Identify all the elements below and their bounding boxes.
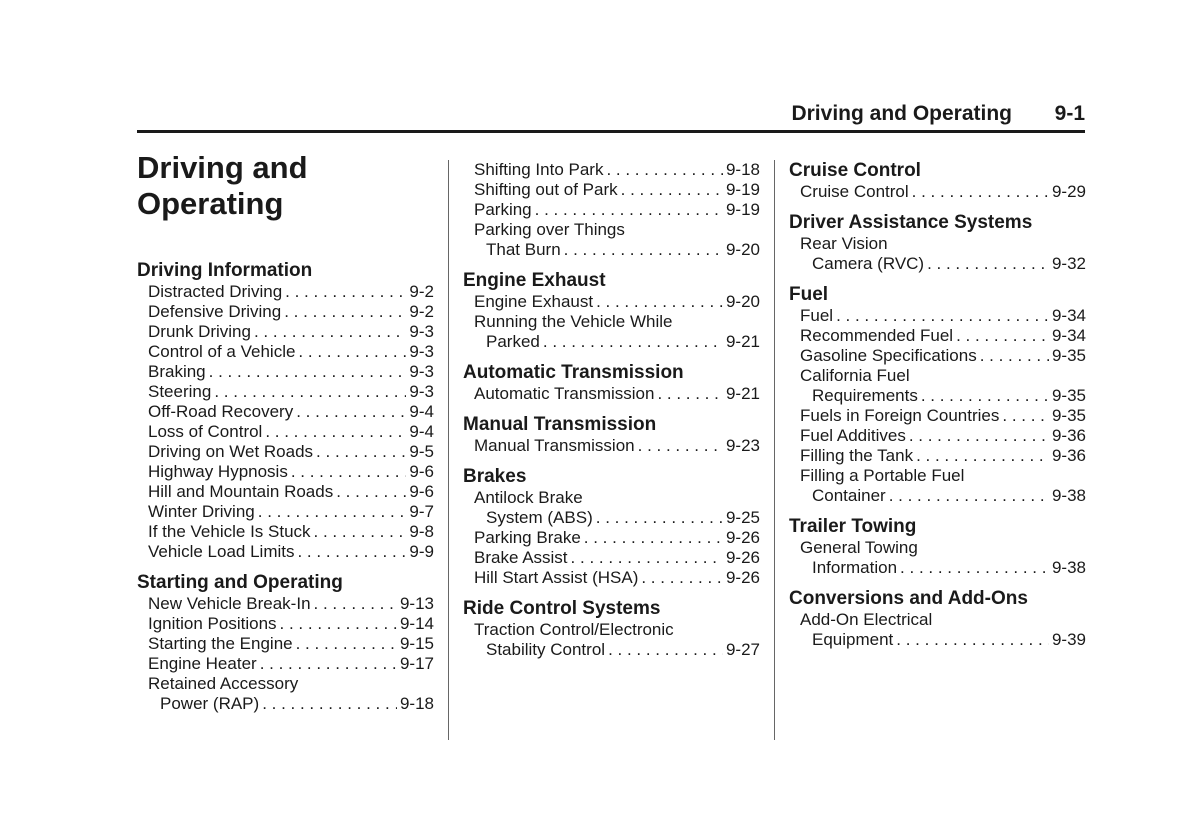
toc-entry-label: Distracted Driving	[148, 282, 283, 301]
dot-leader	[284, 302, 406, 322]
toc-entry-page: 9-2	[409, 302, 434, 321]
toc-entry[interactable]	[789, 446, 1086, 466]
toc-entry-label: Camera (RVC)	[812, 254, 925, 273]
toc-entry-page: 9-32	[1051, 254, 1086, 273]
section-heading[interactable]: Engine Exhaust	[463, 270, 606, 291]
toc-entry[interactable]	[137, 594, 434, 614]
toc-entry[interactable]	[137, 402, 434, 422]
section-heading[interactable]: Driver Assistance Systems	[789, 212, 1033, 233]
dot-leader	[564, 240, 723, 260]
toc-entry-page: 9-3	[409, 362, 434, 381]
dot-leader	[912, 182, 1049, 202]
toc-entry[interactable]	[789, 426, 1086, 446]
toc-entry-page: 9-4	[409, 422, 434, 441]
toc-entry-label: Traction Control/Electronic	[474, 620, 674, 639]
toc-entry-label: Fuel	[800, 306, 834, 325]
section-heading[interactable]: Cruise Control	[789, 160, 921, 181]
section-heading[interactable]: Automatic Transmission	[463, 362, 684, 383]
toc-entry-page: 9-26	[725, 568, 760, 587]
toc-section-starting-and-operating	[137, 572, 434, 714]
toc-entry-label: Vehicle Load Limits	[148, 542, 295, 561]
toc-entry-label: Parking over Things	[474, 220, 625, 239]
toc-entry-page: 9-17	[399, 654, 434, 673]
toc-entry[interactable]	[463, 568, 760, 588]
dot-leader	[291, 462, 407, 482]
toc-entry-page: 9-6	[409, 482, 434, 501]
toc-entry-label: Filling the Tank	[800, 446, 914, 465]
toc-entry-page: 9-21	[725, 384, 760, 403]
toc-entry[interactable]	[789, 630, 1086, 650]
dot-leader	[535, 200, 723, 220]
dot-leader	[262, 694, 397, 714]
dot-leader	[258, 502, 407, 522]
toc-entry[interactable]	[137, 502, 434, 522]
toc-section-engine-exhaust	[463, 270, 760, 352]
dot-leader	[314, 522, 407, 542]
chapter-title	[137, 150, 434, 222]
toc-entry-page: 9-38	[1051, 558, 1086, 577]
section-heading[interactable]: Fuel	[789, 284, 829, 305]
toc-entry-page: 9-20	[725, 292, 760, 311]
dot-leader	[956, 326, 1049, 346]
section-heading[interactable]: Ride Control Systems	[463, 598, 661, 619]
dot-leader	[657, 384, 723, 404]
toc-entry-page: 9-34	[1051, 326, 1086, 345]
toc-entry-label: Defensive Driving	[148, 302, 282, 321]
dot-leader	[265, 422, 406, 442]
toc-entry-label: Engine Heater	[148, 654, 257, 673]
toc-section-automatic-transmission	[463, 362, 760, 404]
toc-entry[interactable]	[789, 254, 1086, 274]
toc-entry-page: 9-2	[409, 282, 434, 301]
toc-entry-page: 9-25	[725, 508, 760, 527]
toc-entry-page: 9-18	[725, 160, 760, 179]
toc-entry-label: Drunk Driving	[148, 322, 251, 341]
dot-leader	[571, 548, 723, 568]
toc-entry-label: Recommended Fuel	[800, 326, 954, 345]
toc-entry-page: 9-3	[409, 322, 434, 341]
toc-entry[interactable]	[463, 312, 760, 332]
toc-entry-page: 9-3	[409, 382, 434, 401]
toc-entry-label: Hill and Mountain Roads	[148, 482, 334, 501]
toc-entry[interactable]	[789, 366, 1086, 386]
toc-entry[interactable]	[137, 542, 434, 562]
toc-entry[interactable]	[463, 292, 760, 312]
toc-entry-label: Fuels in Foreign Countries	[800, 406, 1000, 425]
toc-entry-label: That Burn	[486, 240, 561, 259]
toc-entry-label: Shifting Into Park	[474, 160, 604, 179]
toc-entry-label: Antilock Brake	[474, 488, 583, 507]
toc-entry-page: 9-19	[725, 180, 760, 199]
chapter-title-line: Operating	[137, 186, 284, 221]
toc-entry[interactable]	[789, 182, 1086, 202]
dot-leader	[889, 486, 1049, 506]
dot-leader	[584, 528, 723, 548]
section-heading[interactable]: Starting and Operating	[137, 572, 343, 593]
dot-leader	[314, 594, 397, 614]
toc-section-driver-assistance-systems	[789, 212, 1086, 274]
toc-entry-page: 9-38	[1051, 486, 1086, 505]
toc-entry-page: 9-27	[725, 640, 760, 659]
toc-entry-page: 9-13	[399, 594, 434, 613]
toc-entry-page: 9-35	[1051, 406, 1086, 425]
dot-leader	[621, 180, 723, 200]
toc-entry[interactable]	[463, 640, 760, 660]
toc-entry-label: Retained Accessory	[148, 674, 299, 693]
toc-entry-page: 9-35	[1051, 386, 1086, 405]
toc-entry-label: Engine Exhaust	[474, 292, 594, 311]
toc-entry-label: Shifting out of Park	[474, 180, 618, 199]
running-header-title: Driving and Operating	[791, 102, 1012, 125]
running-header	[137, 100, 1085, 133]
dot-leader	[296, 634, 397, 654]
toc-entry-page: 9-7	[409, 502, 434, 521]
dot-leader	[608, 640, 723, 660]
toc-entry-page: 9-20	[725, 240, 760, 259]
toc-section-continued	[463, 160, 760, 260]
toc-entry-page: 9-39	[1051, 630, 1086, 649]
toc-entry-page: 9-8	[409, 522, 434, 541]
toc-entry-label: Loss of Control	[148, 422, 263, 441]
toc-entry[interactable]	[463, 508, 760, 528]
toc-entry-label: Filling a Portable Fuel	[800, 466, 965, 485]
toc-entry[interactable]	[463, 548, 760, 568]
toc-entry[interactable]	[137, 522, 434, 542]
toc-entry[interactable]	[463, 180, 760, 200]
toc-entry[interactable]	[789, 486, 1086, 506]
toc-entry[interactable]	[137, 614, 434, 634]
section-heading[interactable]: Trailer Towing	[789, 516, 917, 537]
section-heading[interactable]: Brakes	[463, 466, 527, 487]
toc-entry[interactable]	[463, 220, 760, 240]
toc-column-2	[463, 160, 760, 670]
toc-entry[interactable]	[137, 322, 434, 342]
toc-entry[interactable]	[137, 634, 434, 654]
dot-leader	[916, 446, 1049, 466]
toc-entry-label: New Vehicle Break-In	[148, 594, 311, 613]
toc-entry-page: 9-4	[409, 402, 434, 421]
toc-entry-page: 9-6	[409, 462, 434, 481]
toc-entry[interactable]	[137, 382, 434, 402]
toc-entry[interactable]	[137, 482, 434, 502]
toc-entry-label: Braking	[148, 362, 206, 381]
toc-entry-label: Hill Start Assist (HSA)	[474, 568, 639, 587]
toc-entry-page: 9-26	[725, 528, 760, 547]
toc-entry-page: 9-21	[725, 332, 760, 351]
toc-entry[interactable]	[789, 538, 1086, 558]
dot-leader	[836, 306, 1049, 326]
toc-entry-label: General Towing	[800, 538, 918, 557]
toc-entry[interactable]	[789, 326, 1086, 346]
toc-section-trailer-towing	[789, 516, 1086, 578]
toc-entry-label: Steering	[148, 382, 212, 401]
toc-section-driving-information	[137, 260, 434, 562]
toc-entry[interactable]	[137, 342, 434, 362]
toc-entry-label: Manual Transmission	[474, 436, 635, 455]
toc-entry-label: Cruise Control	[800, 182, 909, 201]
toc-entry-page: 9-35	[1051, 346, 1086, 365]
toc-column-3	[789, 160, 1086, 660]
dot-leader	[285, 282, 406, 302]
toc-entry-label: California Fuel	[800, 366, 910, 385]
dot-leader	[543, 332, 723, 352]
toc-entry[interactable]	[789, 346, 1086, 366]
dot-leader	[896, 630, 1049, 650]
toc-entry-label: Stability Control	[486, 640, 606, 659]
toc-entry[interactable]	[463, 528, 760, 548]
toc-entry-label: Requirements	[812, 386, 918, 405]
toc-entry-label: Starting the Engine	[148, 634, 293, 653]
dot-leader	[296, 402, 406, 422]
section-heading[interactable]: Manual Transmission	[463, 414, 657, 435]
toc-entry[interactable]	[463, 200, 760, 220]
toc-section-brakes	[463, 466, 760, 588]
dot-leader	[254, 322, 406, 342]
toc-entry-page: 9-23	[725, 436, 760, 455]
toc-entry[interactable]	[789, 234, 1086, 254]
dot-leader	[909, 426, 1049, 446]
toc-entry[interactable]	[463, 488, 760, 508]
toc-entry-label: Gasoline Specifications	[800, 346, 977, 365]
page-number: 9-1	[1054, 102, 1085, 125]
toc-entry-label: Parked	[486, 332, 540, 351]
toc-entry-page: 9-34	[1051, 306, 1086, 325]
chapter-title-line: Driving and	[137, 150, 308, 185]
toc-entry-label: Container	[812, 486, 886, 505]
toc-section-manual-transmission	[463, 414, 760, 456]
dot-leader	[900, 558, 1049, 578]
toc-entry-label: Information	[812, 558, 898, 577]
toc-entry-page: 9-5	[409, 442, 434, 461]
toc-entry-label: Power (RAP)	[160, 694, 260, 713]
toc-entry-page: 9-29	[1051, 182, 1086, 201]
toc-entry-label: Rear Vision	[800, 234, 888, 253]
dot-leader	[1002, 406, 1049, 426]
toc-entry-page: 9-19	[725, 200, 760, 219]
toc-entry-page: 9-15	[399, 634, 434, 653]
toc-entry[interactable]	[463, 160, 760, 180]
toc-entry-label: Fuel Additives	[800, 426, 906, 445]
toc-entry-page: 9-26	[725, 548, 760, 567]
toc-entry[interactable]	[463, 240, 760, 260]
toc-entry[interactable]	[789, 406, 1086, 426]
toc-sections	[789, 160, 1086, 650]
toc-entry[interactable]	[789, 558, 1086, 578]
toc-entry-label: Add-On Electrical	[800, 610, 933, 629]
toc-entry-label: Off-Road Recovery	[148, 402, 294, 421]
section-heading[interactable]: Conversions and Add-Ons	[789, 588, 1028, 609]
dot-leader	[297, 542, 406, 562]
toc-entry-label: Running the Vehicle While	[474, 312, 673, 331]
toc-entry[interactable]	[137, 674, 434, 694]
toc-entry[interactable]	[137, 302, 434, 322]
dot-leader	[638, 436, 723, 456]
toc-entry-label: Parking	[474, 200, 532, 219]
toc-entry[interactable]	[137, 442, 434, 462]
toc-entry-label: System (ABS)	[486, 508, 593, 527]
toc-entry[interactable]	[137, 654, 434, 674]
dot-leader	[927, 254, 1049, 274]
dot-leader	[260, 654, 397, 674]
toc-entry-page: 9-3	[409, 342, 434, 361]
toc-section-fuel	[789, 284, 1086, 506]
toc-entry-label: Equipment	[812, 630, 894, 649]
toc-entry[interactable]	[789, 610, 1086, 630]
toc-entry[interactable]	[789, 306, 1086, 326]
toc-entry-label: Control of a Vehicle	[148, 342, 296, 361]
dot-leader	[214, 382, 406, 402]
dot-leader	[596, 508, 723, 528]
toc-sections	[137, 260, 434, 714]
toc-entry[interactable]	[137, 694, 434, 714]
dot-leader	[606, 160, 723, 180]
toc-entry-page: 9-14	[399, 614, 434, 633]
toc-entry-label: Winter Driving	[148, 502, 255, 521]
toc-entry-label: Brake Assist	[474, 548, 568, 567]
dot-leader	[280, 614, 397, 634]
toc-entry[interactable]	[137, 462, 434, 482]
dot-leader	[980, 346, 1049, 366]
toc-entry[interactable]	[137, 282, 434, 302]
toc-section-conversions-and-add-ons	[789, 588, 1086, 650]
section-heading[interactable]: Driving Information	[137, 260, 313, 281]
toc-entry[interactable]	[789, 386, 1086, 406]
toc-entry[interactable]	[463, 620, 760, 640]
toc-entry-label: If the Vehicle Is Stuck	[148, 522, 311, 541]
toc-column-1	[137, 150, 434, 724]
dot-leader	[316, 442, 406, 462]
toc-entry[interactable]	[463, 384, 760, 404]
toc-section-ride-control-systems	[463, 598, 760, 660]
dot-leader	[921, 386, 1049, 406]
toc-entry-page: 9-18	[399, 694, 434, 713]
toc-entry[interactable]	[463, 332, 760, 352]
toc-entry-label: Parking Brake	[474, 528, 581, 547]
toc-entry[interactable]	[137, 422, 434, 442]
column-divider	[774, 160, 775, 740]
dot-leader	[641, 568, 723, 588]
toc-entry-label: Ignition Positions	[148, 614, 277, 633]
toc-section-cruise-control	[789, 160, 1086, 202]
toc-entry-page: 9-36	[1051, 426, 1086, 445]
toc-entry-label: Automatic Transmission	[474, 384, 655, 403]
dot-leader	[298, 342, 406, 362]
toc-sections	[463, 160, 760, 660]
toc-entry-page: 9-36	[1051, 446, 1086, 465]
toc-entry[interactable]	[789, 466, 1086, 486]
dot-leader	[596, 292, 723, 312]
column-divider	[448, 160, 449, 740]
toc-entry-label: Driving on Wet Roads	[148, 442, 314, 461]
toc-entry-page: 9-9	[409, 542, 434, 561]
dot-leader	[209, 362, 407, 382]
toc-entry-label: Highway Hypnosis	[148, 462, 288, 481]
toc-entry[interactable]	[463, 436, 760, 456]
toc-entry[interactable]	[137, 362, 434, 382]
dot-leader	[336, 482, 406, 502]
